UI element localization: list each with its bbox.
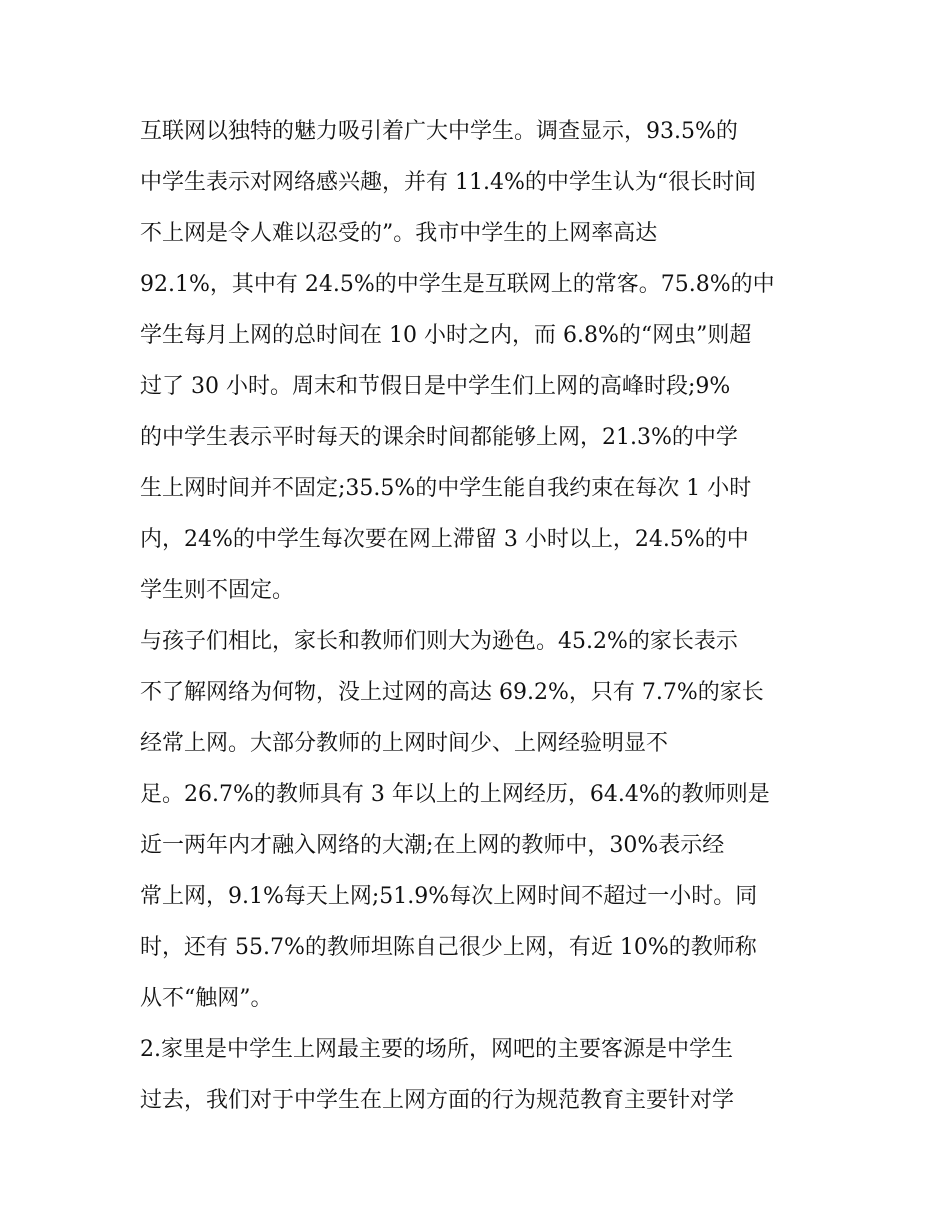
text-line: 不上网是令人难以忍受的”。我市中学生的上网率高达 — [140, 221, 658, 246]
text-line: 的中学生表示平时每天的课余时间都能够上网，21.3%的中学 — [140, 425, 738, 450]
text-line: 中学生表示对网络感兴趣，并有 11.4%的中学生认为“很长时间 — [140, 170, 757, 195]
text-line: 不了解网络为何物，没上过网的高达 69.2%，只有 7.7%的家长 — [140, 680, 764, 705]
text-line: 互联网以独特的魅力吸引着广大中学生。调查显示，93.5%的 — [140, 119, 738, 144]
text-line: 过了 30 小时。周末和节假日是中学生们上网的高峰时段;9% — [140, 374, 731, 399]
body-text — [140, 106, 830, 1126]
text-line: 足。26.7%的教师具有 3 年以上的上网经历，64.4%的教师则是 — [140, 782, 770, 807]
text-line: 过去，我们对于中学生在上网方面的行为规范教育主要针对学 — [140, 1088, 735, 1113]
text-line: 生上网时间并不固定;35.5%的中学生能自我约束在每次 1 小时 — [140, 476, 752, 501]
text-line: 内，24%的中学生每次要在网上滞留 3 小时以上，24.5%的中 — [140, 527, 749, 552]
text-line: 学生则不固定。 — [140, 578, 295, 603]
text-line: 与孩子们相比，家长和教师们则大为逊色。45.2%的家长表示 — [140, 629, 738, 654]
text-line: 从不“触网”。 — [140, 986, 273, 1011]
text-line: 学生每月上网的总时间在 10 小时之内，而 6.8%的“网虫”则超 — [140, 323, 752, 348]
text-line: 常上网，9.1%每天上网;51.9%每次上网时间不超过一小时。同 — [140, 884, 758, 909]
text-line: 时，还有 55.7%的教师坦陈自己很少上网，有近 10%的教师称 — [140, 935, 757, 960]
text-line: 2.家里是中学生上网最主要的场所，网吧的主要客源是中学生 — [140, 1037, 733, 1062]
text-line: 近一两年内才融入网络的大潮;在上网的教师中，30%表示经 — [140, 833, 725, 858]
text-line: 92.1%，其中有 24.5%的中学生是互联网上的常客。75.8%的中 — [140, 272, 775, 297]
text-line: 经常上网。大部分教师的上网时间少、上网经验明显不 — [140, 731, 669, 756]
